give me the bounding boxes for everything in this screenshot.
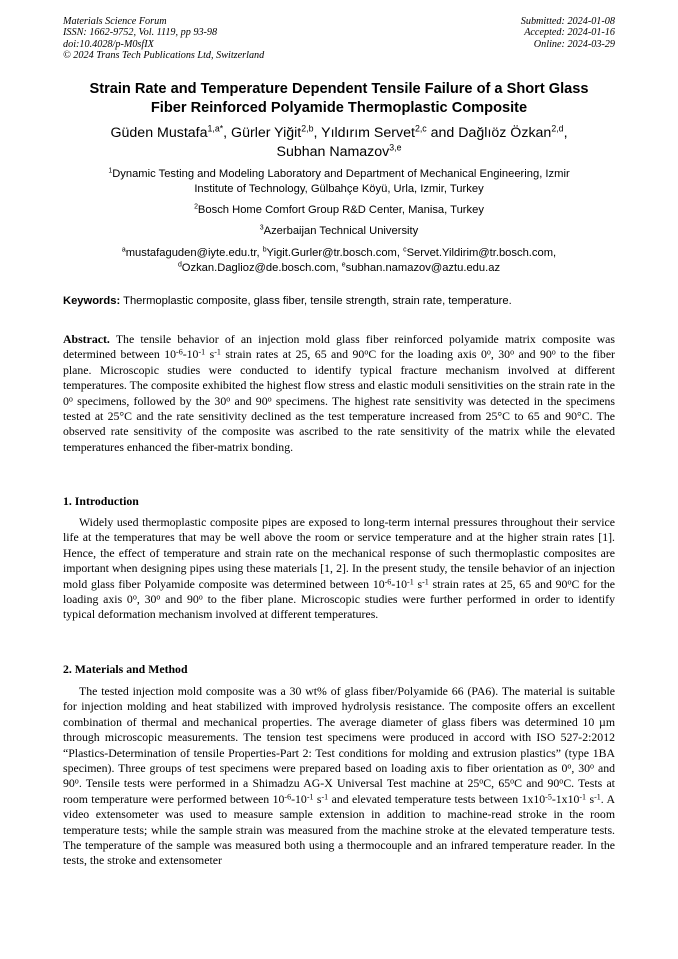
author-list	[40, 124, 638, 161]
email-e[interactable]: subhan.namazov@aztu.edu.az	[345, 261, 501, 274]
author-1-affiliation: 1,a*	[207, 123, 224, 134]
author-4: Dağlıöz Özkan	[458, 125, 552, 141]
author-3-affiliation: 2,c	[414, 123, 427, 134]
journal-name: Materials Science Forum	[63, 16, 167, 27]
materials-method-paragraph: The tested injection mold composite was a 30 wt% of glass fiber/Polyamide 66 (PA6). The material is suitable for injection molding and heat stabilized with improved hydrolysis resistance. The composite offers an excellent combination of thermal and mechanical properties. The average diameter of glass fibers was determined 10 µm through microscopic measurements. The tension test specimens were produced in accord with ISO 527-2:2012 “Plastics-Determination of tensile Properties-Part 2: Test conditions for molding and extrusion plastics” (type 1BA specimen). Three groups of test specimens were prepared based on loading axis to fiber orientation as 0$^o$, 30$^o$ and 90$^o$. Tensile tests were performed in a Shimadzu AG-X Universal Test machine at 25$^o$C, 65$^o$C and 90$^o$C. Tests at room temperature were performed between $10^{-6}-10^{-1}$ $s^{-1}$ and elevated temperature tests between $1x10^{-5}-1x10^{-1}$ $s^{-1}$. A video extensometer was used to measure sample extension in addition to machine-read stroke in the room temperature tests; while the sample strain was measured from the machine stroke at the elevated temperature tests. The temperature of the sample was measured both using a thermocouple and an infrared temperature reader. In the tests, the stroke and extensometer	[63, 684, 615, 868]
author-conjunction: and	[430, 125, 455, 141]
journal-info	[63, 16, 264, 62]
keywords-text: Thermoplastic composite, glass fiber, tensile strength, strain rate, temperature.	[120, 295, 512, 307]
section-heading-introduction: 1. Introduction	[63, 494, 139, 508]
affiliation-3: $^3$Azerbaijan Technical University	[259, 224, 419, 237]
affiliation-1-line-1: $^1$Dynamic Testing and Modeling Laboratory and Department of Mechanical Engineering, Izmir	[108, 167, 570, 180]
accepted-date: Accepted: 2024-01-16	[524, 27, 615, 39]
paper-title	[40, 80, 638, 118]
doi[interactable]: doi:10.4028/p-M0sfIX	[63, 38, 154, 50]
author-emails	[40, 246, 638, 275]
abstract: Abstract. The tensile behavior of an injection mold glass fiber reinforced polyamide matrix composite was determined between $10^{-6}-10^{-1}$ $s^{-1}$ strain rates at 25, 65 and 90$^o$C for the loading axis 0$^o$, 30$^o$ and 90$^o$ to the fiber plane. Microscopic studies were conducted to identify typical fracture mechanism involved at different temperatures. The composite exhibited the highest flow stress and elastic moduli sensitivities on the strain rate in the 0$^o$ specimens, followed by the 30$^o$ and 90$^o$ specimens. The highest rate sensitivity was detected in the specimens tested at 25°C and the rate sensitivity declined as the test temperature increased from 25°C to 65 and 90°C. The observed rate sensitivity of the composite was ascribed to the rate sensitivity of the matrix while the elevated temperatures enhanced the fiber-matrix bonding.	[63, 332, 615, 454]
affiliation-2: $^2$Bosch Home Comfort Group R&D Center, Manisa, Turkey	[194, 203, 484, 216]
issn: ISSN: 1662-9752, Vol. 1119, pp 93-98	[63, 27, 218, 39]
title-line-1: Strain Rate and Temperature Dependent Tensile Failure of a Short Glass	[89, 81, 589, 97]
author-4-affiliation: 2,d	[551, 123, 564, 134]
email-c[interactable]: Servet.Yildirim@tr.bosch.com,	[406, 247, 557, 259]
online-date: Online: 2024-03-29	[533, 38, 615, 50]
abstract-label: Abstract.	[63, 332, 110, 346]
authors-line-1: Güden Mustafa$^{1,a*}$, Gürler Yiğit$^{2,b}$, Yıldırım Servet$^{2,c}$ and Dağlıöz Özkan$^{2,d}$,	[110, 123, 568, 141]
emails-line-2: $^d$Ozkan.Daglioz@de.bosch.com, $^e$subhan.namazov@aztu.edu.az	[177, 260, 501, 274]
authors-line-2	[40, 143, 638, 162]
keywords	[63, 294, 615, 308]
author-2: Gürler Yiğit	[231, 125, 302, 141]
affiliation-1-number: 1	[108, 167, 113, 175]
title-line-2: Fiber Reinforced Polyamide Thermoplastic Composite	[150, 100, 528, 116]
publication-dates	[521, 16, 615, 50]
submitted-date: Submitted: 2024-01-08	[520, 16, 615, 27]
keywords-label: Keywords:	[63, 295, 121, 307]
introduction-paragraph: Widely used thermoplastic composite pipes are exposed to long-term internal pressures throughout their service life at the temperatures that may be well above the room or service temperature and at the higher strain rates [1]. Hence, the effect of temperature and strain rate on the mechanical response of such thermoplastic composites are important when designing pipes using these materials [1, 2]. In the present study, the tensile behavior of an injection mold glass fiber Polyamide composite was determined between $10^{-6}-10^{-1}$ $s^{-1}$ strain rates at 25, 65 and 90$^o$C for the loading axis 0$^o$, 30$^o$ and 90$^o$ to the fiber plane. Microscopic studies were further performed in order to identify typical deformation mechanism involved at different temperatures.	[63, 515, 616, 622]
affiliation-1-line-2: Institute of Technology, Gülbahçe Köyü, Urla, Izmir, Turkey	[194, 182, 484, 195]
email-b[interactable]: Yigit.Gurler@tr.bosch.com,	[266, 247, 404, 259]
author-3: Yıldırım Servet	[321, 125, 415, 141]
author-1: Güden Mustafa	[110, 125, 208, 141]
author-2-affiliation: 2,b	[301, 123, 314, 134]
author-5-affiliation: 3,e	[389, 141, 402, 152]
email-a[interactable]: mustafaguden@iyte.edu.tr,	[125, 247, 263, 259]
copyright: © 2024 Trans Tech Publications Ltd, Switzerland	[63, 50, 265, 62]
affiliation-1	[40, 167, 638, 196]
section-heading-materials-method: 2. Materials and Method	[63, 662, 188, 676]
affiliation-3-number: 3	[259, 224, 264, 232]
affiliation-2-number: 2	[194, 203, 198, 211]
author-5: Subhan Namazov	[276, 143, 390, 160]
email-d[interactable]: Ozkan.Daglioz@de.bosch.com,	[181, 261, 342, 274]
emails-line-1: $^a$mustafaguden@iyte.edu.tr, $^b$Yigit.Gurler@tr.bosch.com, $^c$Servet.Yildirim@tr.bosch.com,	[121, 246, 557, 259]
